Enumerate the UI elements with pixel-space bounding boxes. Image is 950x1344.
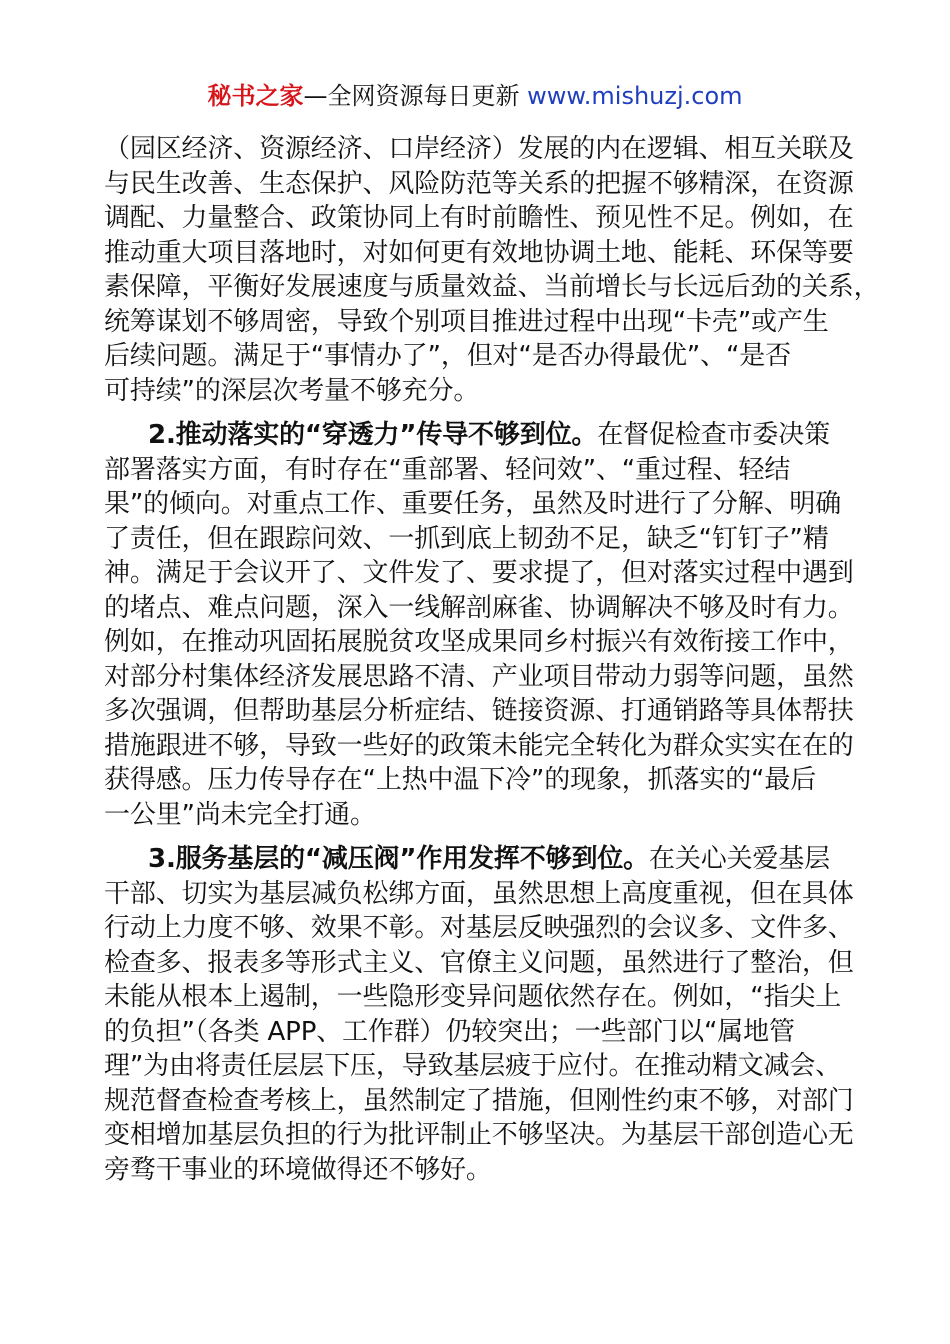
text-line: 素保障，平衡好发展速度与质量效益、当前增长与长远后劲的关系， bbox=[104, 272, 880, 302]
section-heading-line bbox=[104, 842, 864, 877]
text-line: 措施跟进不够，导致一些好的政策未能完全转化为群众实实在在的 bbox=[104, 730, 854, 761]
text-line: 神。满足于会议开了、文件发了、要求提了，但对落实过程中遇到 bbox=[104, 558, 854, 588]
header-tagline: —全网资源每日更新 bbox=[303, 82, 528, 110]
text-line: 获得感。压力传导存在“上热中温下冷”的现象，抓落实的“最后 bbox=[104, 765, 817, 795]
text-line: 多次强调，但帮助基层分析症结、链接资源、打通销路等具体帮扶 bbox=[104, 696, 854, 726]
text-line: 检查多、报表多等形式主义、官僚主义问题，虽然进行了整治，但 bbox=[104, 947, 854, 978]
text-line: 行动上力度不够、效果不彰。对基层反映强烈的会议多、文件多、 bbox=[104, 913, 854, 943]
text-line: 的堵点、难点问题，深入一线解剖麻雀、协调解决不够及时有力。 bbox=[104, 592, 854, 623]
text-line: 调配、力量整合、政策协同上有时前瞻性、预见性不足。例如，在 bbox=[104, 203, 854, 233]
paragraph-3 bbox=[104, 842, 864, 1187]
section-heading: 3.服务基层的“减压阀”作用发挥不够到位。 bbox=[148, 844, 649, 874]
paragraph-2 bbox=[104, 418, 864, 832]
text-line: 例如，在推动巩固拓展脱贫攻坚成果同乡村振兴有效衔接工作中， bbox=[104, 627, 854, 657]
page-header bbox=[0, 80, 950, 112]
text-line: 一公里”尚未完全打通。 bbox=[104, 799, 376, 830]
text-line: 干部、切实为基层减负松绑方面，虽然思想上高度重视，但在具体 bbox=[104, 878, 854, 909]
text-line: （园区经济、资源经济、口岸经济）发展的内在逻辑、相互关联及 bbox=[104, 134, 854, 164]
text-run: 在督促检查市委决策 bbox=[597, 420, 830, 450]
text-line: 了责任，但在跟踪问效、一抓到底上韧劲不足，缺乏“钉钉子”精 bbox=[104, 523, 829, 554]
text-line: 可持续”的深层次考量不够充分。 bbox=[104, 375, 480, 406]
paragraph-1 bbox=[104, 132, 880, 408]
text-run: 在关心关爱基层 bbox=[649, 844, 830, 874]
text-line: 规范督查检查考核上，虽然制定了措施，但刚性约束不够，对部门 bbox=[104, 1085, 854, 1116]
text-line: 理”为由将责任层层下压，导致基层疲于应付。在推动精文减会、 bbox=[104, 1051, 842, 1081]
section-heading: 2.推动落实的“穿透力”传导不够到位。 bbox=[148, 420, 598, 450]
text-line: 部署落实方面，有时存在“重部署、轻问效”、“重过程、轻结 bbox=[104, 454, 791, 485]
text-line: 变相增加基层负担的行为批评制止不够坚决。为基层干部创造心无 bbox=[104, 1120, 854, 1150]
text-line: 与民生改善、生态保护、风险防范等关系的把握不够精深，在资源 bbox=[104, 168, 854, 199]
text-line: 统筹谋划不够周密，导致个别项目推进过程中出现“卡壳”或产生 bbox=[104, 306, 829, 337]
site-url-link[interactable]: www.mishuzj.com bbox=[527, 82, 743, 110]
document-body bbox=[104, 132, 880, 1197]
text-line: 对部分村集体经济发展思路不清、产业项目带动力弱等问题，虽然 bbox=[104, 661, 854, 692]
text-line: 未能从根本上遏制，一些隐形变异问题依然存在。例如，“指尖上 bbox=[104, 982, 842, 1012]
brand-name: 秘书之家 bbox=[207, 82, 304, 110]
text-line: 后续问题。满足于“事情办了”，但对“是否办得最优”、“是否 bbox=[104, 341, 791, 371]
text-line: 旁骛干事业的环境做得还不够好。 bbox=[104, 1154, 492, 1185]
section-heading-line bbox=[104, 418, 864, 453]
text-line: 的负担”（各类 APP、工作群）仍较突出；一些部门以“属地管 bbox=[104, 1016, 795, 1047]
text-line: 推动重大项目落地时，对如何更有效地协调土地、能耗、环保等要 bbox=[104, 237, 854, 268]
text-line: 果”的倾向。对重点工作、重要任务，虽然及时进行了分解、明确 bbox=[104, 489, 842, 519]
